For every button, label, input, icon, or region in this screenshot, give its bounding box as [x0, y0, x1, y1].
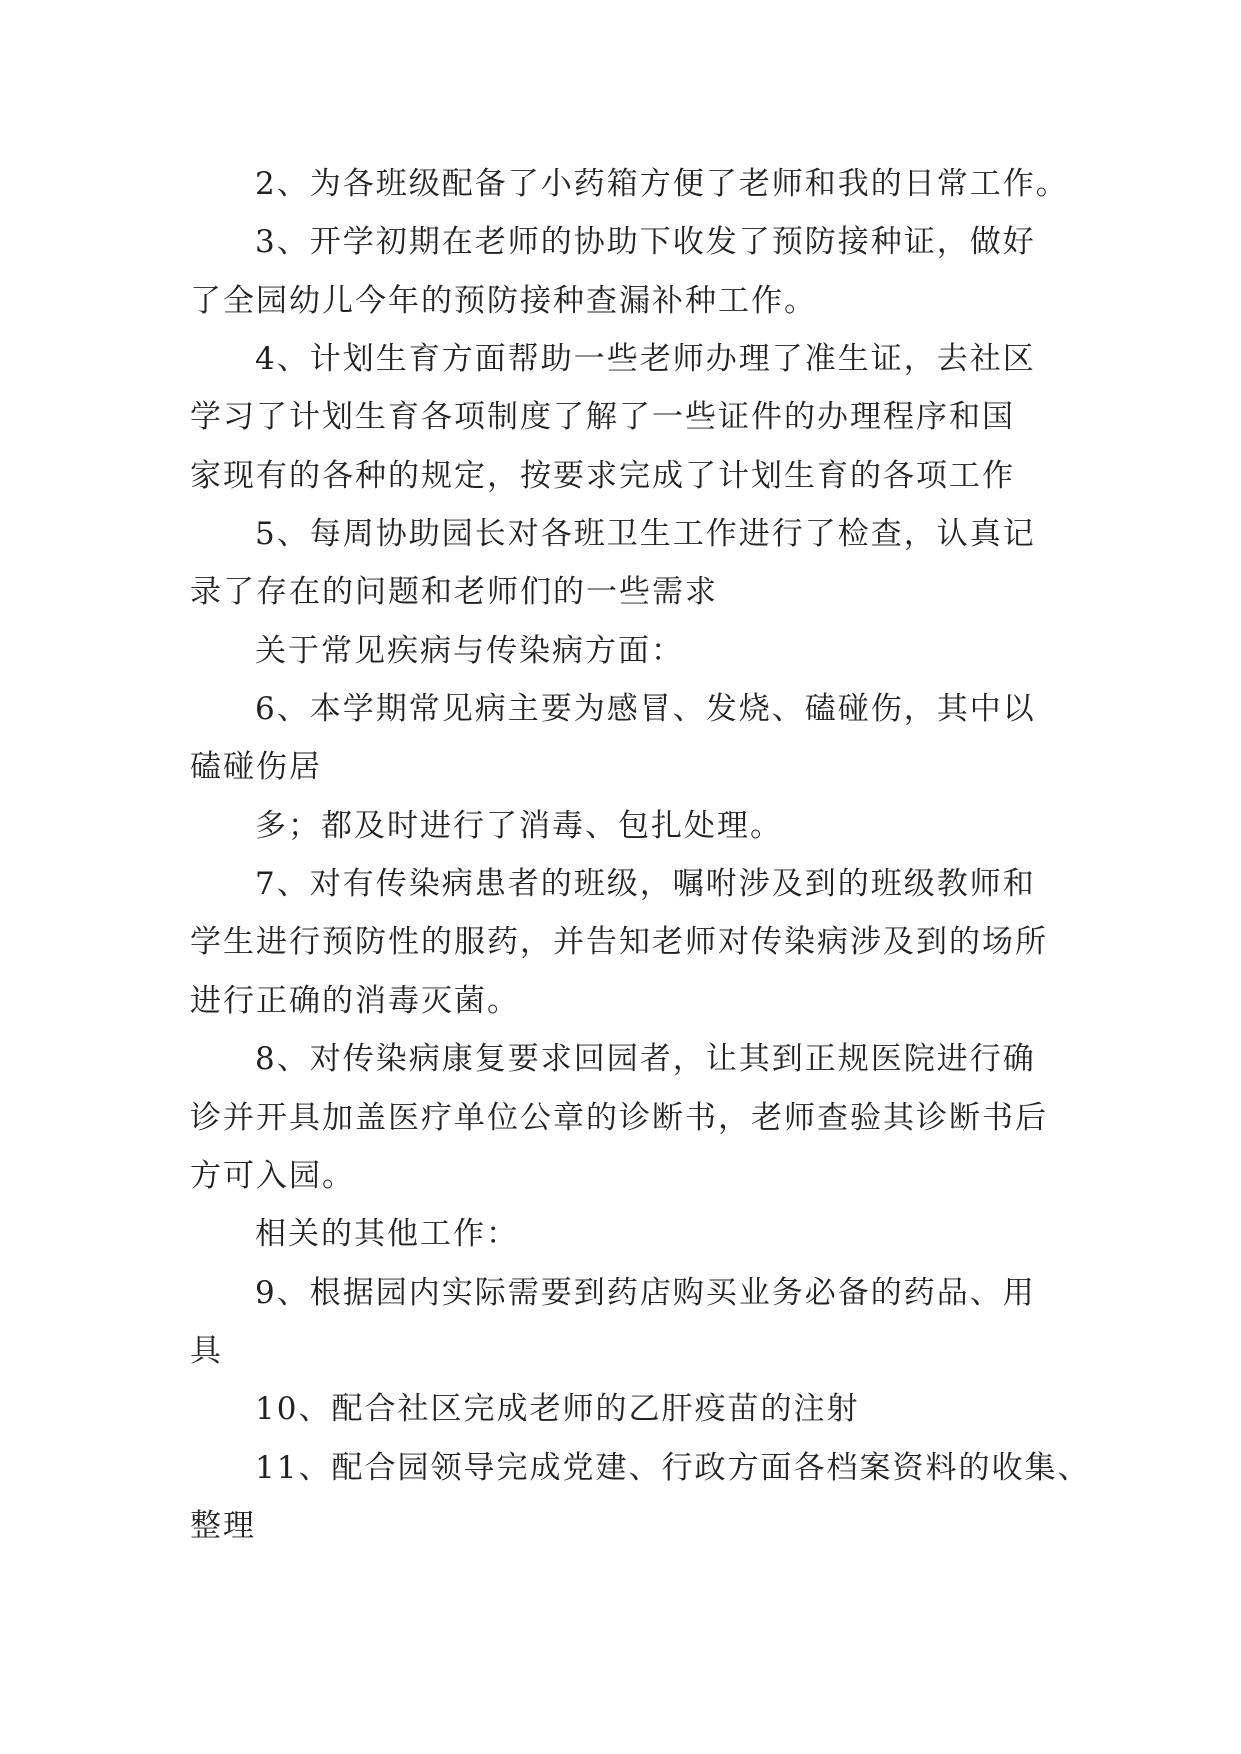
section-heading-diseases [190, 622, 1090, 680]
paragraph-item-8 [190, 1030, 1090, 1205]
paragraph-item-10 [190, 1380, 1090, 1438]
text-line: 3、开学初期在老师的协助下收发了预防接种证，做好 [255, 224, 1036, 261]
text-line: 8、对传染病康复要求回园者，让其到正规医院进行确 [255, 1041, 1036, 1078]
text-line: 多；都及时进行了消毒、包扎处理。 [255, 807, 783, 844]
text-line: 磕碰伤居 [190, 749, 322, 786]
paragraph-item-3 [190, 213, 1090, 330]
text-line: 学习了计划生育各项制度了解了一些证件的办理程序和国 [190, 399, 1015, 436]
text-line: 6、本学期常见病主要为感冒、发烧、磕碰伤，其中以 [255, 691, 1036, 728]
paragraph-item-9 [190, 1264, 1090, 1381]
text-line: 录了存在的问题和老师们的一些需求 [190, 574, 718, 611]
text-line: 进行正确的消毒灭菌。 [190, 982, 520, 1019]
text-line: 4、计划生育方面帮助一些老师办理了准生证，去社区 [255, 341, 1036, 378]
paragraph-item-4 [190, 330, 1090, 505]
text-line: 5、每周协助园长对各班卫生工作进行了检查，认真记 [255, 516, 1036, 553]
text-line: 具 [190, 1332, 223, 1369]
section-heading-other-work [190, 1205, 1090, 1263]
paragraph-item-6 [190, 680, 1090, 797]
text-line: 整理 [190, 1507, 256, 1544]
text-line: 了全园幼儿今年的预防接种查漏补种工作。 [190, 282, 817, 319]
paragraph-item-2 [190, 155, 1090, 213]
paragraph-item-11 [190, 1439, 1090, 1556]
paragraph-item-7 [190, 855, 1090, 1030]
text-line: 学生进行预防性的服药，并告知老师对传染病涉及到的场所 [190, 924, 1048, 961]
section-heading: 相关的其他工作： [255, 1216, 519, 1253]
text-line: 10、配合社区完成老师的乙肝疫苗的注射 [255, 1391, 860, 1428]
text-line: 2、为各班级配备了小药箱方便了老师和我的日常工作。 [255, 166, 1069, 202]
text-line: 9、根据园内实际需要到药店购买业务必备的药品、用 [255, 1274, 1036, 1311]
text-line: 诊并开具加盖医疗单位公章的诊断书，老师查验其诊断书后 [190, 1099, 1048, 1136]
paragraph-continuation [190, 797, 1090, 855]
paragraph-item-5 [190, 505, 1090, 622]
text-line: 11、配合园领导完成党建、行政方面各档案资料的收集、 [255, 1449, 1091, 1486]
text-line: 方可入园。 [190, 1157, 355, 1194]
document-body [190, 155, 1090, 1555]
section-heading: 关于常见疾病与传染病方面： [255, 632, 684, 669]
text-line: 家现有的各种的规定，按要求完成了计划生育的各项工作 [190, 457, 1015, 494]
text-line: 7、对有传染病患者的班级，嘱咐涉及到的班级教师和 [255, 866, 1036, 903]
